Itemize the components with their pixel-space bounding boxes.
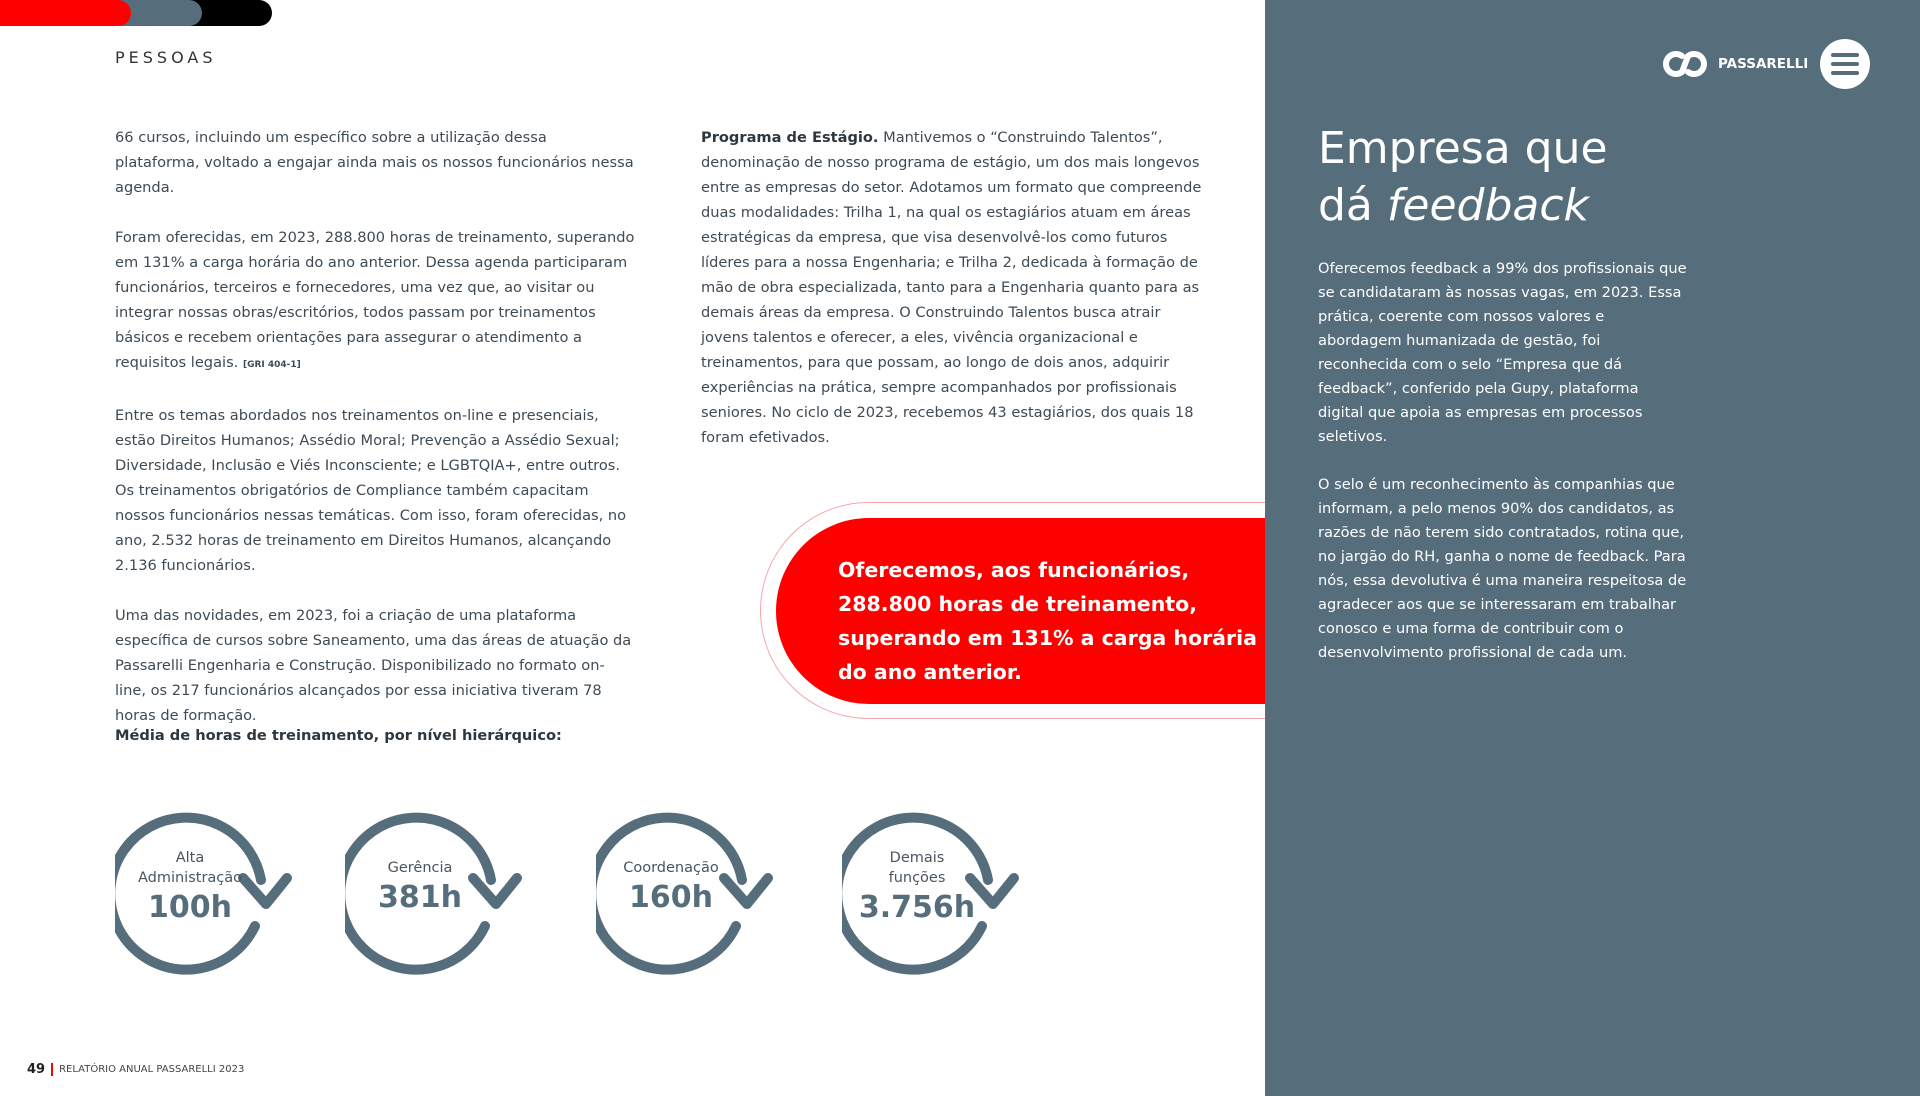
text-column-1 <box>115 125 635 753</box>
text-column-2 <box>701 125 1211 475</box>
training-circle <box>842 806 1032 976</box>
circle-value: 3.756h <box>858 890 976 925</box>
paragraph: Uma das novidades, em 2023, foi a criação de uma plataforma específica de cursos sobre Saneamento, uma das áreas de atuação da Passarelli Engenharia e Construção. Disponibilizado no formato on-line, os 217 funcionários alcançados por essa iniciativa tiveram 78 horas de formação. <box>115 607 632 724</box>
circle-label: Alta Administração <box>137 850 243 886</box>
hamburger-icon <box>1831 53 1859 57</box>
page-number: 49 <box>27 1062 46 1077</box>
paragraph: 66 cursos, incluindo um específico sobre a utilização dessa plataforma, voltado a engajar ainda mais os nossos funcionários nessa agenda. <box>115 129 634 196</box>
footer <box>27 1062 244 1077</box>
title-italic: feedback <box>1386 180 1590 231</box>
paragraph: Oferecemos feedback a 99% dos profissionais que se candidataram às nossas vagas, em 2023. Essa prática, coerente com nossos valores e abordagem humanizada de gestão, foi reconhecida com o selo “Empresa que dá feedback”, conferido pela Gupy, plataforma digital que apoia as empresas em processos seletivos. <box>1318 260 1687 445</box>
paragraph: O selo é um reconhecimento às companhias que informam, a pelo menos 90% dos candidatos, as razões de não terem sido contratados, rotina que, no jargão do RH, ganha o nome de feedback. Para nós, essa devolutiva é uma maneira respeitosa de agradecer aos que se interessaram em trabalhar conosco e uma forma de contribuir com o desenvolvimento profissional de cada um. <box>1318 476 1687 661</box>
paragraph: Entre os temas abordados nos treinamentos on-line e presenciais, estão Direitos Humanos; Assédio Moral; Prevenção a Assédio Sexual; Diversidade, Inclusão e Viés Inconsciente; e LGBTQIA+, entre outros. Os treinamentos obrigatórios de Compliance também capacitam nossos funcionários nessas temáticas. Com isso, foram oferecidas, no ano, 2.532 horas de treinamento em Direitos Humanos, alcançando 2.136 funcionários. <box>115 407 627 574</box>
circle-value: 100h <box>148 890 232 925</box>
circle-value: 381h <box>378 880 462 915</box>
paragraph-text: Mantivemos o “Construindo Talentos”, denominação de nosso programa de estágio, um dos mais longevos entre as empresas do setor. Adotamos um formato que compreende duas modalidades: Trilha 1, na qual os estagiários atuam em áreas estratégicas da empresa, que visa desenvolvê-los como futuros líderes para a nossa Engenharia; e Trilha 2, dedicada à formação de mão de obra especializada, tanto para a Engenharia quanto para as demais áreas da empresa. O Construindo Talentos busca atrair jovens talentos e oferecer, a eles, vivência organizacional e treinamentos, para que possam, ao longo de dois anos, adquirir experiências na prática, sempre acompanhados por profissionais seniores. No ciclo de 2023, recebemos 43 estagiários, dos quais 18 foram efetivados. <box>701 129 1202 446</box>
side-panel <box>1265 0 1920 1096</box>
callout-highlight: Oferecemos, aos funcionários, 288.800 horas de treinamento, superando em 131% a carga horária do ano anterior. <box>776 518 1266 704</box>
paragraph-lead: Programa de Estágio. <box>701 129 879 146</box>
menu-button[interactable] <box>1820 39 1870 89</box>
footer-title: RELATÓRIO ANUAL PASSARELLI 2023 <box>59 1064 245 1075</box>
paragraph-text: Foram oferecidas, em 2023, 288.800 horas de treinamento, superando em 131% a carga horária do ano anterior. Dessa agenda participaram funcionários, terceiros e fornecedores, uma vez que, ao visitar ou integrar nossas obras/escritórios, todos passam por treinamentos básicos e recebem orientações para assegurar o atendimento a requisitos legais. <box>115 229 635 371</box>
training-circle <box>345 806 535 976</box>
title-line: Empresa que <box>1318 123 1608 174</box>
training-circle <box>596 806 786 976</box>
title-text: dá <box>1318 180 1387 231</box>
gri-reference: [GRI 404-1] <box>242 360 301 370</box>
panel-text <box>1318 257 1688 689</box>
hamburger-line <box>1831 62 1859 66</box>
training-circle <box>115 806 305 976</box>
circle-value: 160h <box>629 880 713 915</box>
decor-bar-red <box>0 0 131 26</box>
brand-logo[interactable] <box>1662 48 1808 80</box>
panel-title <box>1318 120 1608 234</box>
circle-label: Gerência <box>387 860 453 876</box>
training-title: Média de horas de treinamento, por nível hierárquico: <box>115 727 562 744</box>
circle-label: Coordenação <box>623 860 719 876</box>
paragraph <box>115 225 635 378</box>
title-line <box>1318 177 1608 234</box>
passarelli-logo-icon <box>1662 48 1708 80</box>
brand-name: PASSARELLI <box>1718 56 1809 72</box>
footer-divider <box>51 1063 53 1076</box>
circle-label: Demais funções <box>888 850 946 886</box>
hamburger-line <box>1831 71 1859 75</box>
section-title: PESSOAS <box>115 48 217 67</box>
paragraph <box>701 125 1211 450</box>
